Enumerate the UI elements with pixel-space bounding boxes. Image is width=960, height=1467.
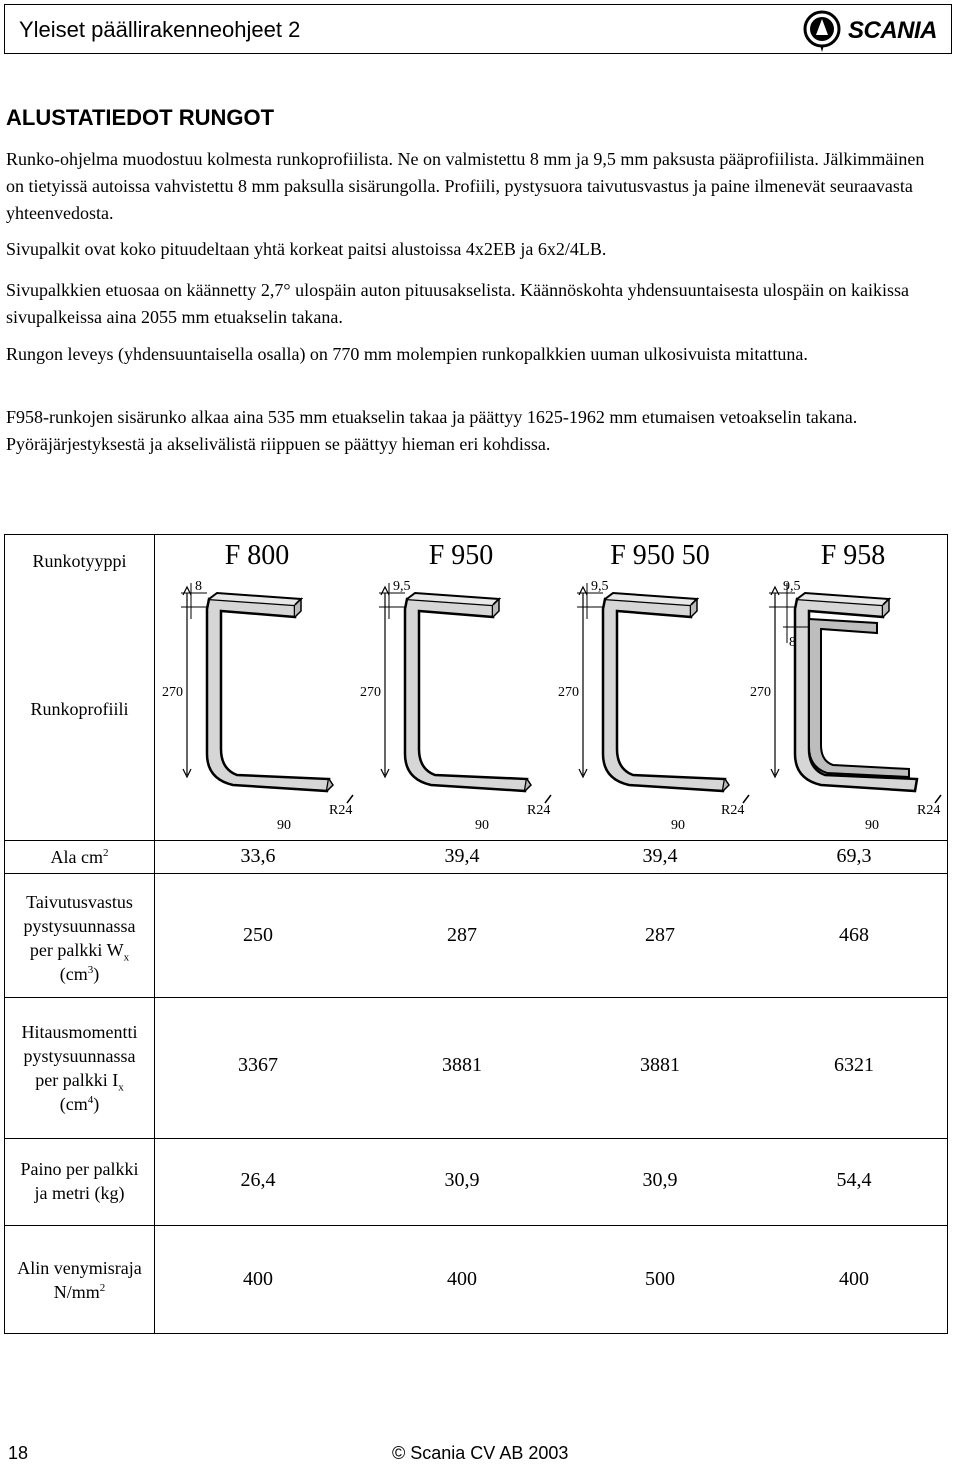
table-divider — [5, 1138, 947, 1139]
frame-type-header: F 958 — [820, 540, 886, 571]
height-label: 270 — [162, 685, 183, 700]
profile-drawing — [769, 583, 941, 803]
table-cell: 39,4 — [642, 845, 678, 867]
height-label: 270 — [750, 685, 771, 700]
radius-label: R24 — [527, 803, 551, 818]
table-divider — [5, 997, 947, 998]
table-cell: 3881 — [442, 1054, 482, 1076]
radius-label: R24 — [721, 803, 745, 818]
table-cell: 30,9 — [642, 1169, 678, 1191]
yield-strength-row-label: Alin venymisraja $N/mm^2$ — [17, 1258, 142, 1302]
page-header — [4, 4, 952, 54]
frame-profile-drawings — [155, 579, 949, 839]
height-label: 270 — [558, 685, 579, 700]
weight-row-label: Paino per palkki ja metri (kg) — [20, 1159, 139, 1203]
table-cell: 287 — [447, 924, 477, 946]
paragraph-4: Rungon leveys (yhdensuuntaisella osalla) on 770 mm molempien runkopalkkien uuman ulkosivuista mitattuna. — [6, 344, 808, 364]
griffin-emblem-icon — [802, 9, 842, 53]
frame-data-table — [4, 534, 948, 1334]
frame-profile-label: Runkoprofiili — [30, 699, 129, 719]
width-label: 90 — [475, 818, 489, 833]
table-divider — [5, 873, 947, 874]
table-divider — [5, 840, 947, 841]
table-cell: 287 — [645, 924, 675, 946]
profile-drawing — [577, 583, 749, 803]
thickness-label: 8 — [195, 579, 202, 594]
height-label: 270 — [360, 685, 381, 700]
thickness-label: 9,5 — [393, 579, 411, 594]
table-cell: 30,9 — [444, 1169, 480, 1191]
section-title: ALUSTATIEDOT RUNGOT — [6, 105, 275, 130]
paragraph-2: Sivupalkit ovat koko pituudeltaan yhtä korkeat paitsi alustoissa 4x2EB ja 6x2/4LB. — [6, 239, 607, 259]
table-cell: 33,6 — [240, 845, 276, 867]
frame-type-header: F 950 50 — [610, 540, 710, 571]
table-cell: 250 — [243, 924, 273, 946]
width-label: 90 — [671, 818, 685, 833]
table-cell: 400 — [839, 1268, 869, 1290]
paragraph-3: Sivupalkkien etuosaa on käännetty 2,7° ulospäin auton pituusakselista. Käännöskohta yhdensuuntaisesta ulospäin on kaikissa sivupalkeissa aina 2055 mm etuakselin takana. — [6, 280, 910, 327]
profile-drawing — [379, 583, 551, 803]
inner-frame-thickness-label: 8 — [789, 635, 796, 650]
width-label: 90 — [277, 818, 291, 833]
table-divider — [5, 1225, 947, 1226]
table-cell: 400 — [243, 1268, 273, 1290]
width-label: 90 — [865, 818, 879, 833]
table-cell: 26,4 — [240, 1169, 276, 1191]
radius-label: R24 — [917, 803, 941, 818]
profile-drawing — [181, 583, 353, 803]
table-cell: 39,4 — [444, 845, 480, 867]
page-number: 18 — [8, 1443, 29, 1463]
table-cell: 500 — [645, 1268, 675, 1290]
section-modulus-row-label: Taivutusvastus pystysuunnassa per palkki $W_x$ $(cm^3)$ — [23, 892, 136, 984]
logo-wordmark: SCANIA — [847, 17, 937, 44]
thickness-label: 9,5 — [783, 579, 801, 594]
frame-type-header: F 950 — [428, 540, 494, 571]
table-cell: 69,3 — [836, 845, 872, 867]
scania-logo — [802, 9, 937, 53]
copyright: © Scania CV AB 2003 — [392, 1443, 569, 1463]
radius-label: R24 — [329, 803, 353, 818]
paragraph-1: Runko-ohjelma muodostuu kolmesta runkoprofiilista. Ne on valmistettu 8 mm ja 9,5 mm paksusta pääprofiilista. Jälkimmäinen on tietyissä autoissa vahvistettu 8 mm paksulla sisärungolla. Profiili, pystysuora taivutusvastus ja paine ilmenevät seuraavasta yhteenvedosta. — [6, 149, 925, 223]
table-cell: 400 — [447, 1268, 477, 1290]
area-row-label: Ala $cm^2$ — [50, 847, 109, 867]
table-cell: 3881 — [640, 1054, 680, 1076]
table-cell: 468 — [839, 924, 869, 946]
frame-type-header: F 800 — [224, 540, 290, 571]
moment-of-inertia-row-label: Hitausmomentti pystysuunnassa per palkki $I_x$ $(cm^4)$ — [21, 1022, 138, 1114]
thickness-label: 9,5 — [591, 579, 609, 594]
header-title: Yleiset päällirakenneohjeet 2 — [19, 17, 301, 42]
table-cell: 6321 — [834, 1054, 874, 1076]
table-cell: 54,4 — [836, 1169, 872, 1191]
table-cell: 3367 — [238, 1054, 278, 1076]
frame-type-label: Runkotyyppi — [32, 551, 127, 571]
paragraph-5: F958-runkojen sisärunko alkaa aina 535 mm etuakselin takaa ja päättyy 1625-1962 mm etumaisen vetoakselin takana. Pyöräjärjestyksestä ja akselivälistä riippuen se päättyy hieman eri kohdissa. — [6, 407, 858, 454]
